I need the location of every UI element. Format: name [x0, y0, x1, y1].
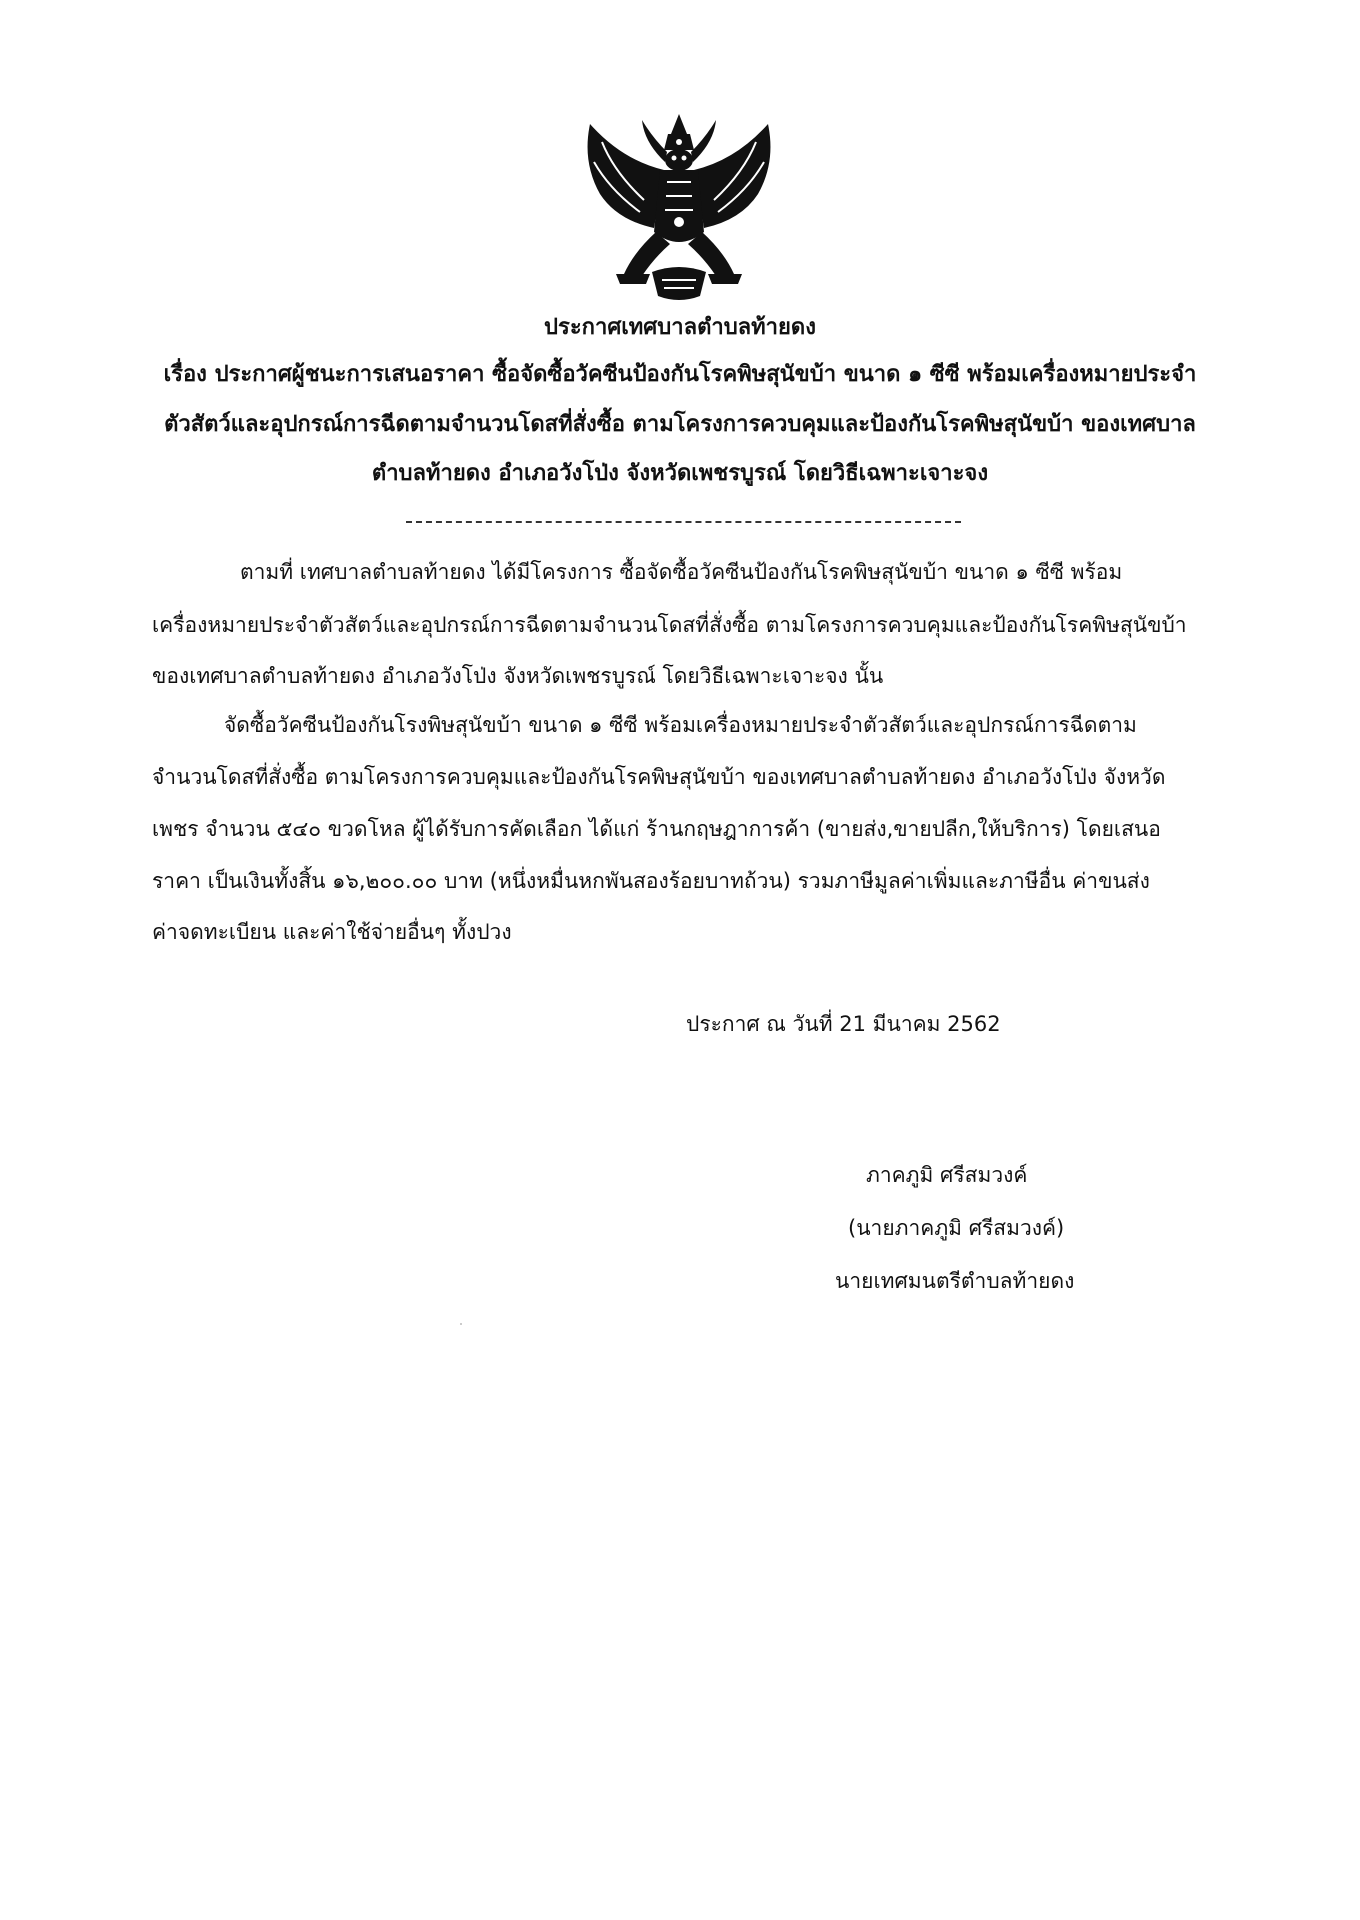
scan-speck	[460, 1323, 462, 1325]
dashed-divider	[406, 521, 961, 523]
garuda-emblem-icon	[572, 112, 787, 307]
subject-line-1: เรื่อง ประกาศผู้ชนะการเสนอราคา ซื้อจัดซื้อวัคซีนป้องกันโรคพิษสุนัขบ้า ขนาด ๑ ซีซี พร้อมเครื่องหมายประจำ	[163, 362, 1197, 387]
body-line-8: ค่าจดทะเบียน และค่าใช้จ่ายอื่นๆ ทั้งปวง	[152, 920, 512, 944]
body-line-1: ตามที่ เทศบาลตำบลท้ายดง ได้มีโครงการ ซื้อจัดซื้อวัคซีนป้องกันโรคพิษสุนัขบ้า ขนาด ๑ ซีซี พร้อม	[240, 560, 1123, 584]
signature-name: ภาคภูมิ ศรีสมวงค์	[866, 1163, 1028, 1187]
announcement-date: ประกาศ ณ วันที่ 21 มีนาคม 2562	[686, 1012, 1001, 1036]
subject-line-2: ตัวสัตว์และอุปกรณ์การฉีดตามจำนวนโดสที่สั่งซื้อ ตามโครงการควบคุมและป้องกันโรคพิษสุนัขบ้า ของเทศบาล	[164, 412, 1196, 437]
body-line-3: ของเทศบาลตำบลท้ายดง อำเภอวังโป่ง จังหวัดเพชรบูรณ์ โดยวิธีเฉพาะเจาะจง นั้น	[152, 664, 884, 688]
document-title: ประกาศเทศบาลตำบลท้ายดง	[544, 315, 816, 340]
body-line-7: ราคา เป็นเงินทั้งสิ้น ๑๖,๒๐๐.๐๐ บาท (หนึ่งหมื่นหกพันสองร้อยบาทถ้วน) รวมภาษีมูลค่าเพิ่มและภาษีอื่น ค่าขนส่ง	[152, 869, 1150, 893]
body-line-6: เพชร จำนวน ๕๔๐ ขวดโหล ผู้ได้รับการคัดเลือก ได้แก่ ร้านกฤษฎาการค้า (ขายส่ง,ขายปลีก,ให้บริการ) โดยเสนอ	[152, 817, 1161, 841]
signature-position: นายเทศมนตรีตำบลท้ายดง	[835, 1269, 1075, 1293]
subject-line-3: ตำบลท้ายดง อำเภอวังโป่ง จังหวัดเพชรบูรณ์ โดยวิธีเฉพาะเจาะจง	[371, 461, 989, 486]
body-line-5: จำนวนโดสที่สั่งซื้อ ตามโครงการควบคุมและป้องกันโรคพิษสุนัขบ้า ของเทศบาลตำบลท้ายดง อำเภอวังโป่ง จังหวัด	[152, 765, 1166, 789]
body-line-4: จัดซื้อวัคซีนป้องกันโรงพิษสุนัขบ้า ขนาด ๑ ซีซี พร้อมเครื่องหมายประจำตัวสัตว์และอุปกรณ์การฉีดตาม	[224, 713, 1137, 737]
signature-full-name: (นายภาคภูมิ ศรีสมวงค์)	[848, 1216, 1065, 1240]
body-line-2: เครื่องหมายประจำตัวสัตว์และอุปกรณ์การฉีดตามจำนวนโดสที่สั่งซื้อ ตามโครงการควบคุมและป้องกันโรคพิษสุนัขบ้า	[152, 613, 1187, 637]
